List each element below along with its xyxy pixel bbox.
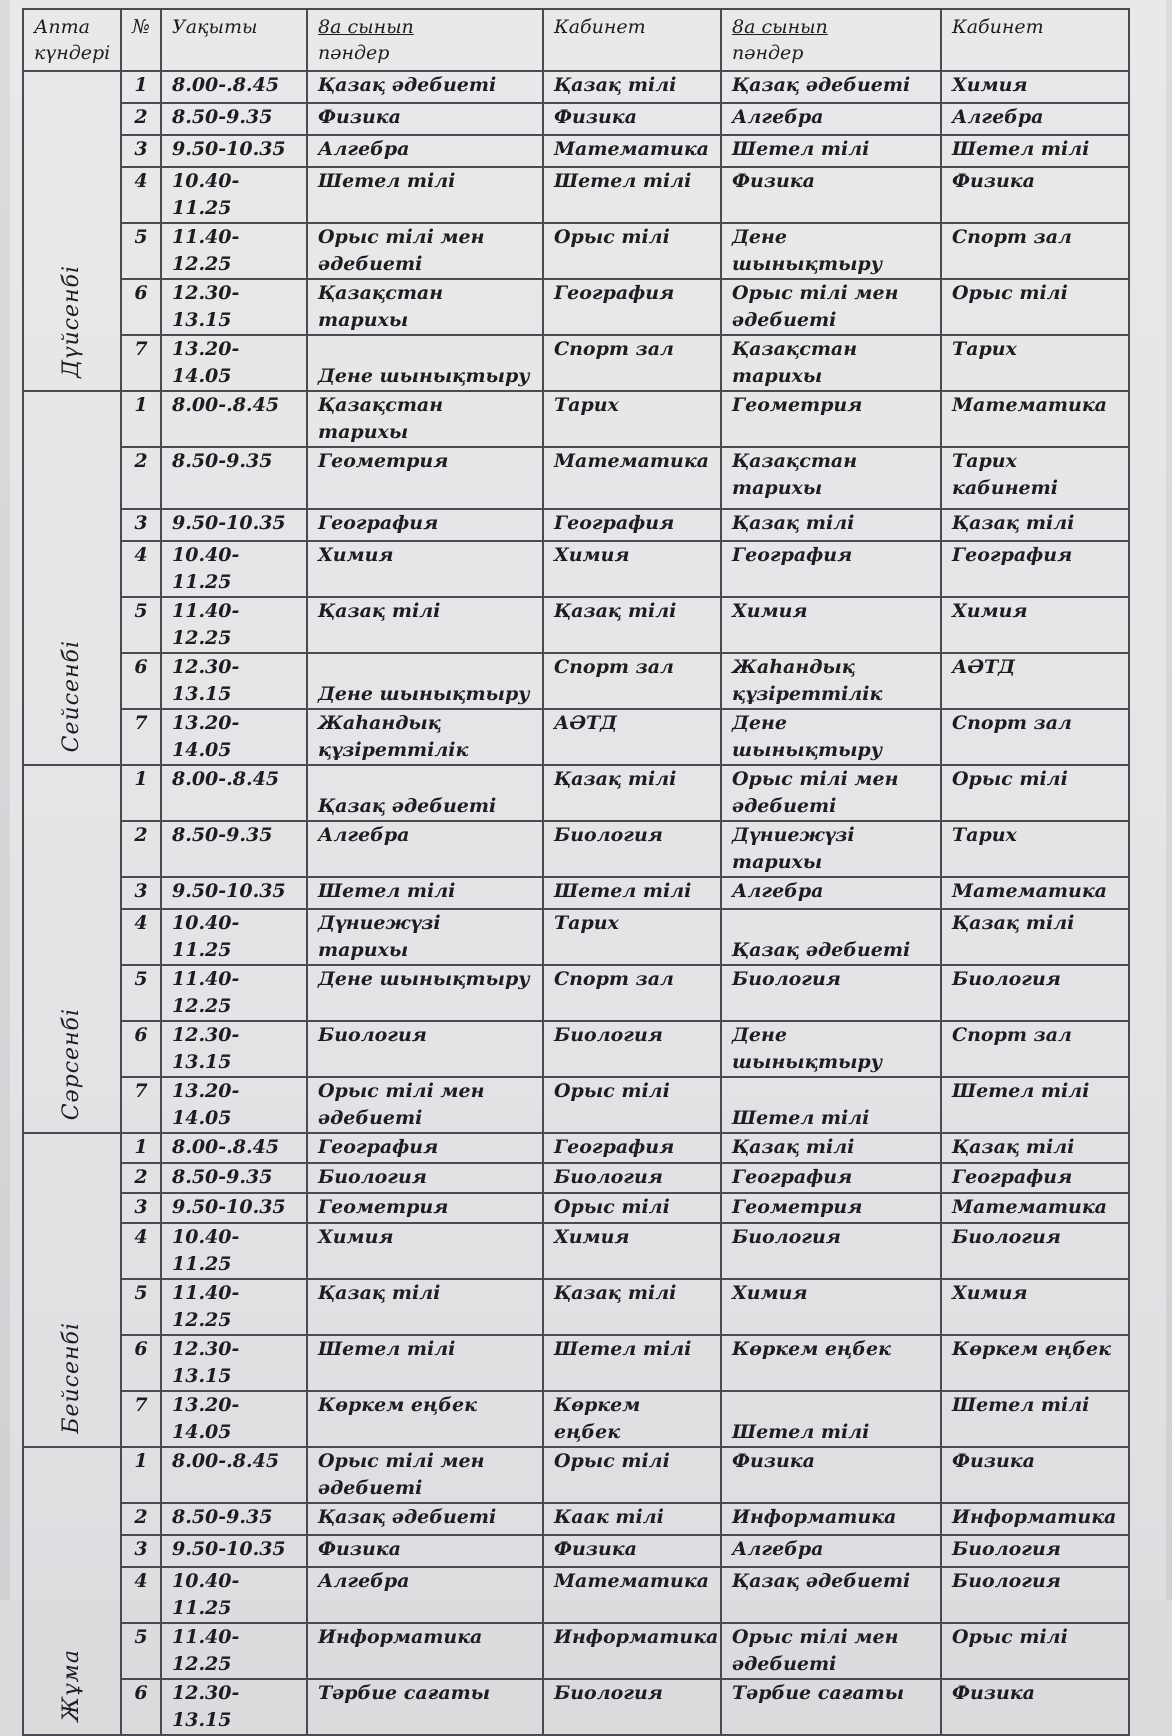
- lesson-time: 9.50-10.35: [161, 1535, 307, 1567]
- subject-a: Қазақстан тарихы: [307, 279, 543, 335]
- header-num: №: [121, 9, 161, 71]
- room-b: Шетел тілі: [941, 1391, 1129, 1447]
- lesson-row: [23, 1223, 1129, 1279]
- header-room-b: Кабинет: [941, 9, 1129, 71]
- subject-b: Информатика: [721, 1503, 941, 1535]
- room-b: Алгебра: [941, 103, 1129, 135]
- lesson-number: 6: [121, 653, 161, 709]
- lesson-row: [23, 509, 1129, 541]
- room-a: Қазақ тілі: [543, 1279, 721, 1335]
- lesson-time: 11.40-12.25: [161, 597, 307, 653]
- lesson-time: 11.40-12.25: [161, 965, 307, 1021]
- room-a: Информатика: [543, 1623, 721, 1679]
- room-a: Көркем еңбек: [543, 1391, 721, 1447]
- lesson-row: [23, 223, 1129, 279]
- room-a: Орыс тілі: [543, 1447, 721, 1503]
- lesson-time: 12.30-13.15: [161, 1021, 307, 1077]
- lesson-row: [23, 1567, 1129, 1623]
- subject-b: Химия: [721, 1279, 941, 1335]
- subject-a: Қазақ тілі: [307, 597, 543, 653]
- lesson-row: [23, 1077, 1129, 1133]
- room-b: Шетел тілі: [941, 1077, 1129, 1133]
- room-b: География: [941, 1163, 1129, 1193]
- lesson-number: 1: [121, 71, 161, 103]
- lesson-row: [23, 103, 1129, 135]
- room-b: Қазақ тілі: [941, 1133, 1129, 1163]
- subject-a: Алгебра: [307, 1567, 543, 1623]
- subject-a: Информатика: [307, 1623, 543, 1679]
- room-a: Тарих: [543, 909, 721, 965]
- room-a: Математика: [543, 447, 721, 509]
- room-a: Спорт зал: [543, 335, 721, 391]
- header-subjects-b-label: пәндер: [732, 42, 804, 64]
- room-b: Биология: [941, 1535, 1129, 1567]
- subject-b: Дене шынықтыру: [721, 223, 941, 279]
- lesson-number: 5: [121, 965, 161, 1021]
- room-b: АӘТД: [941, 653, 1129, 709]
- lesson-number: 3: [121, 1193, 161, 1223]
- subject-a: Қазақ әдебиеті: [307, 1503, 543, 1535]
- subject-b: Қазақ әдебиеті: [721, 909, 941, 965]
- subject-b: География: [721, 1163, 941, 1193]
- room-a: Химия: [543, 541, 721, 597]
- room-b: Математика: [941, 391, 1129, 447]
- lesson-time: 9.50-10.35: [161, 1193, 307, 1223]
- lesson-time: 8.00-.8.45: [161, 1133, 307, 1163]
- lesson-number: 1: [121, 765, 161, 821]
- lesson-time: 8.00-.8.45: [161, 71, 307, 103]
- lesson-number: 1: [121, 391, 161, 447]
- weekday-cell: [23, 1447, 121, 1735]
- subject-b: Геометрия: [721, 1193, 941, 1223]
- subject-b: Алгебра: [721, 1535, 941, 1567]
- timetable-body: [23, 71, 1129, 1735]
- weekday-label: Сәрсенбі: [59, 1007, 84, 1120]
- lesson-row: [23, 709, 1129, 765]
- room-b: Биология: [941, 965, 1129, 1021]
- room-a: Орыс тілі: [543, 1077, 721, 1133]
- room-a: Физика: [543, 103, 721, 135]
- lesson-time: 8.50-9.35: [161, 447, 307, 509]
- subject-b: Дене шынықтыру: [721, 1021, 941, 1077]
- room-a: Биология: [543, 1679, 721, 1735]
- weekday-label: Бейсенбі: [59, 1322, 84, 1434]
- subject-a: Геометрия: [307, 447, 543, 509]
- weekday-cell: [23, 1133, 121, 1447]
- room-b: Орыс тілі: [941, 1623, 1129, 1679]
- lesson-row: [23, 135, 1129, 167]
- header-room-a: Кабинет: [543, 9, 721, 71]
- lesson-number: 5: [121, 1623, 161, 1679]
- room-a: Биология: [543, 821, 721, 877]
- subject-a: Шетел тілі: [307, 1335, 543, 1391]
- room-b: Шетел тілі: [941, 135, 1129, 167]
- subject-b: Дене шынықтыру: [721, 709, 941, 765]
- lesson-time: 12.30-13.15: [161, 653, 307, 709]
- subject-a: Физика: [307, 103, 543, 135]
- lesson-row: [23, 541, 1129, 597]
- lesson-number: 4: [121, 1567, 161, 1623]
- header-class-b: 8а сынып: [732, 16, 828, 38]
- lesson-row: [23, 1193, 1129, 1223]
- subject-a: Дүниежүзі тарихы: [307, 909, 543, 965]
- room-b: Математика: [941, 1193, 1129, 1223]
- subject-a: Алгебра: [307, 821, 543, 877]
- subject-a: Физика: [307, 1535, 543, 1567]
- room-a: Математика: [543, 1567, 721, 1623]
- room-b: Химия: [941, 71, 1129, 103]
- room-b: Химия: [941, 597, 1129, 653]
- subject-a: Тәрбие сағаты: [307, 1679, 543, 1735]
- lesson-time: 11.40-12.25: [161, 1623, 307, 1679]
- room-b: Қазақ тілі: [941, 909, 1129, 965]
- subject-b: Физика: [721, 167, 941, 223]
- lesson-number: 7: [121, 1391, 161, 1447]
- lesson-number: 6: [121, 1679, 161, 1735]
- lesson-row: [23, 447, 1129, 509]
- subject-a: Көркем еңбек: [307, 1391, 543, 1447]
- lesson-number: 5: [121, 597, 161, 653]
- subject-b: Биология: [721, 965, 941, 1021]
- lesson-number: 1: [121, 1133, 161, 1163]
- lesson-number: 2: [121, 821, 161, 877]
- lesson-time: 12.30-13.15: [161, 1679, 307, 1735]
- room-a: Биология: [543, 1163, 721, 1193]
- subject-a: Биология: [307, 1163, 543, 1193]
- subject-b: Қазақ тілі: [721, 509, 941, 541]
- subject-b: Шетел тілі: [721, 1077, 941, 1133]
- lesson-row: [23, 653, 1129, 709]
- lesson-row: [23, 909, 1129, 965]
- room-a: Орыс тілі: [543, 223, 721, 279]
- room-b: Спорт зал: [941, 223, 1129, 279]
- room-b: Спорт зал: [941, 709, 1129, 765]
- subject-b: Шетел тілі: [721, 1391, 941, 1447]
- lesson-number: 7: [121, 1077, 161, 1133]
- lesson-row: [23, 965, 1129, 1021]
- room-a: Шетел тілі: [543, 877, 721, 909]
- weekday-cell: [23, 391, 121, 765]
- room-b: Көркем еңбек: [941, 1335, 1129, 1391]
- lesson-row: [23, 391, 1129, 447]
- lesson-row: [23, 1535, 1129, 1567]
- lesson-time: 10.40-11.25: [161, 909, 307, 965]
- subject-a: Химия: [307, 1223, 543, 1279]
- subject-a: Геометрия: [307, 1193, 543, 1223]
- subject-a: Дене шынықтыру: [307, 335, 543, 391]
- lesson-number: 4: [121, 541, 161, 597]
- subject-b: Орыс тілі мен әдебиеті: [721, 279, 941, 335]
- weekday-label: Сейсенбі: [59, 639, 84, 752]
- timetable-sheet: [10, 0, 1166, 1731]
- lesson-time: 12.30-13.15: [161, 1335, 307, 1391]
- room-b: Орыс тілі: [941, 765, 1129, 821]
- header-subjects-a-label: пәндер: [318, 42, 390, 64]
- room-b: Тарих: [941, 335, 1129, 391]
- lesson-time: 9.50-10.35: [161, 877, 307, 909]
- lesson-number: 3: [121, 1535, 161, 1567]
- room-b: География: [941, 541, 1129, 597]
- lesson-row: [23, 71, 1129, 103]
- lesson-number: 3: [121, 509, 161, 541]
- lesson-time: 13.20-14.05: [161, 1391, 307, 1447]
- subject-b: Физика: [721, 1447, 941, 1503]
- lesson-time: 8.50-9.35: [161, 103, 307, 135]
- room-b: Орыс тілі: [941, 279, 1129, 335]
- lesson-number: 2: [121, 1503, 161, 1535]
- subject-b: Шетел тілі: [721, 135, 941, 167]
- subject-a: Қазақстан тарихы: [307, 391, 543, 447]
- subject-a: География: [307, 509, 543, 541]
- subject-a: Қазақ тілі: [307, 1279, 543, 1335]
- subject-b: Қазақстан тарихы: [721, 335, 941, 391]
- lesson-row: [23, 1679, 1129, 1735]
- lesson-number: 7: [121, 709, 161, 765]
- room-b: Тарих кабинеті: [941, 447, 1129, 509]
- subject-b: Алгебра: [721, 877, 941, 909]
- weekday-label: Дүйсенбі: [59, 265, 84, 378]
- lesson-time: 8.00-.8.45: [161, 391, 307, 447]
- room-a: География: [543, 509, 721, 541]
- subject-a: Дене шынықтыру: [307, 653, 543, 709]
- subject-b: География: [721, 541, 941, 597]
- header-subjects-a: [307, 9, 543, 71]
- lesson-row: [23, 279, 1129, 335]
- lesson-row: [23, 1447, 1129, 1503]
- room-b: Тарих: [941, 821, 1129, 877]
- subject-b: Химия: [721, 597, 941, 653]
- subject-a: География: [307, 1133, 543, 1163]
- lesson-row: [23, 1133, 1129, 1163]
- lesson-number: 6: [121, 1021, 161, 1077]
- room-a: Спорт зал: [543, 653, 721, 709]
- lesson-time: 10.40-11.25: [161, 167, 307, 223]
- lesson-row: [23, 877, 1129, 909]
- header-time: Уақыты: [161, 9, 307, 71]
- room-a: Математика: [543, 135, 721, 167]
- room-b: Химия: [941, 1279, 1129, 1335]
- subject-b: Биология: [721, 1223, 941, 1279]
- subject-b: Қазақ әдебиеті: [721, 1567, 941, 1623]
- subject-b: Орыс тілі мен әдебиеті: [721, 1623, 941, 1679]
- subject-a: Орыс тілі мен әдебиеті: [307, 223, 543, 279]
- room-b: Информатика: [941, 1503, 1129, 1535]
- lesson-time: 12.30-13.15: [161, 279, 307, 335]
- lesson-number: 2: [121, 447, 161, 509]
- lesson-time: 8.50-9.35: [161, 1503, 307, 1535]
- room-b: Биология: [941, 1223, 1129, 1279]
- room-a: АӘТД: [543, 709, 721, 765]
- subject-b: Орыс тілі мен әдебиеті: [721, 765, 941, 821]
- lesson-row: [23, 1021, 1129, 1077]
- lesson-number: 1: [121, 1447, 161, 1503]
- lesson-row: [23, 1503, 1129, 1535]
- header-row: [23, 9, 1129, 71]
- subject-a: Биология: [307, 1021, 543, 1077]
- lesson-time: 9.50-10.35: [161, 135, 307, 167]
- lesson-number: 3: [121, 135, 161, 167]
- lesson-time: 8.50-9.35: [161, 1163, 307, 1193]
- lesson-number: 3: [121, 877, 161, 909]
- weekday-label: Жұма: [59, 1649, 84, 1722]
- room-a: Қазақ тілі: [543, 765, 721, 821]
- header-day: Апта күндері: [23, 9, 121, 71]
- lesson-number: 2: [121, 1163, 161, 1193]
- lesson-row: [23, 335, 1129, 391]
- room-b: Физика: [941, 167, 1129, 223]
- lesson-row: [23, 765, 1129, 821]
- room-a: Биология: [543, 1021, 721, 1077]
- room-a: Физика: [543, 1535, 721, 1567]
- lesson-number: 4: [121, 1223, 161, 1279]
- lesson-number: 4: [121, 909, 161, 965]
- subject-b: Геометрия: [721, 391, 941, 447]
- timetable: [22, 8, 1130, 1736]
- weekday-cell: [23, 765, 121, 1133]
- lesson-time: 8.00-.8.45: [161, 1447, 307, 1503]
- subject-a: Орыс тілі мен әдебиеті: [307, 1447, 543, 1503]
- lesson-time: 13.20-14.05: [161, 335, 307, 391]
- subject-a: Қазақ әдебиеті: [307, 765, 543, 821]
- subject-b: Қазақ әдебиеті: [721, 71, 941, 103]
- room-b: Қазақ тілі: [941, 509, 1129, 541]
- subject-a: Алгебра: [307, 135, 543, 167]
- room-a: Қазақ тілі: [543, 597, 721, 653]
- lesson-time: 11.40-12.25: [161, 1279, 307, 1335]
- subject-a: Дене шынықтыру: [307, 965, 543, 1021]
- lesson-number: 4: [121, 167, 161, 223]
- subject-a: Жаһандық құзіреттілік: [307, 709, 543, 765]
- lesson-time: 13.20-14.05: [161, 709, 307, 765]
- room-b: Спорт зал: [941, 1021, 1129, 1077]
- room-b: Физика: [941, 1679, 1129, 1735]
- lesson-time: 8.00-.8.45: [161, 765, 307, 821]
- lesson-row: [23, 821, 1129, 877]
- subject-b: Алгебра: [721, 103, 941, 135]
- subject-a: Шетел тілі: [307, 877, 543, 909]
- lesson-time: 10.40-11.25: [161, 1567, 307, 1623]
- subject-a: Қазақ әдебиеті: [307, 71, 543, 103]
- lesson-time: 13.20-14.05: [161, 1077, 307, 1133]
- lesson-row: [23, 167, 1129, 223]
- lesson-number: 6: [121, 279, 161, 335]
- lesson-row: [23, 1391, 1129, 1447]
- lesson-time: 10.40-11.25: [161, 541, 307, 597]
- room-a: Шетел тілі: [543, 167, 721, 223]
- subject-b: Қазақстан тарихы: [721, 447, 941, 509]
- room-a: Химия: [543, 1223, 721, 1279]
- room-a: География: [543, 1133, 721, 1163]
- subject-b: Қазақ тілі: [721, 1133, 941, 1163]
- lesson-row: [23, 597, 1129, 653]
- lesson-number: 7: [121, 335, 161, 391]
- lesson-time: 11.40-12.25: [161, 223, 307, 279]
- lesson-row: [23, 1279, 1129, 1335]
- subject-b: Көркем еңбек: [721, 1335, 941, 1391]
- lesson-row: [23, 1163, 1129, 1193]
- subject-b: Жаһандық құзіреттілік: [721, 653, 941, 709]
- room-b: Математика: [941, 877, 1129, 909]
- lesson-number: 6: [121, 1335, 161, 1391]
- lesson-time: 8.50-9.35: [161, 821, 307, 877]
- subject-b: Дүниежүзі тарихы: [721, 821, 941, 877]
- room-a: Қазақ тілі: [543, 71, 721, 103]
- subject-a: Орыс тілі мен әдебиеті: [307, 1077, 543, 1133]
- subject-a: Химия: [307, 541, 543, 597]
- header-class-a: 8а сынып: [318, 16, 414, 38]
- weekday-cell: [23, 71, 121, 391]
- room-a: Шетел тілі: [543, 1335, 721, 1391]
- lesson-row: [23, 1335, 1129, 1391]
- lesson-number: 2: [121, 103, 161, 135]
- lesson-row: [23, 1623, 1129, 1679]
- room-b: Физика: [941, 1447, 1129, 1503]
- room-a: Спорт зал: [543, 965, 721, 1021]
- lesson-time: 10.40-11.25: [161, 1223, 307, 1279]
- room-a: Орыс тілі: [543, 1193, 721, 1223]
- room-a: Каак тілі: [543, 1503, 721, 1535]
- room-b: Биология: [941, 1567, 1129, 1623]
- lesson-number: 5: [121, 223, 161, 279]
- room-a: География: [543, 279, 721, 335]
- room-a: Тарих: [543, 391, 721, 447]
- header-subjects-b: [721, 9, 941, 71]
- subject-a: Шетел тілі: [307, 167, 543, 223]
- lesson-time: 9.50-10.35: [161, 509, 307, 541]
- subject-b: Тәрбие сағаты: [721, 1679, 941, 1735]
- lesson-number: 5: [121, 1279, 161, 1335]
